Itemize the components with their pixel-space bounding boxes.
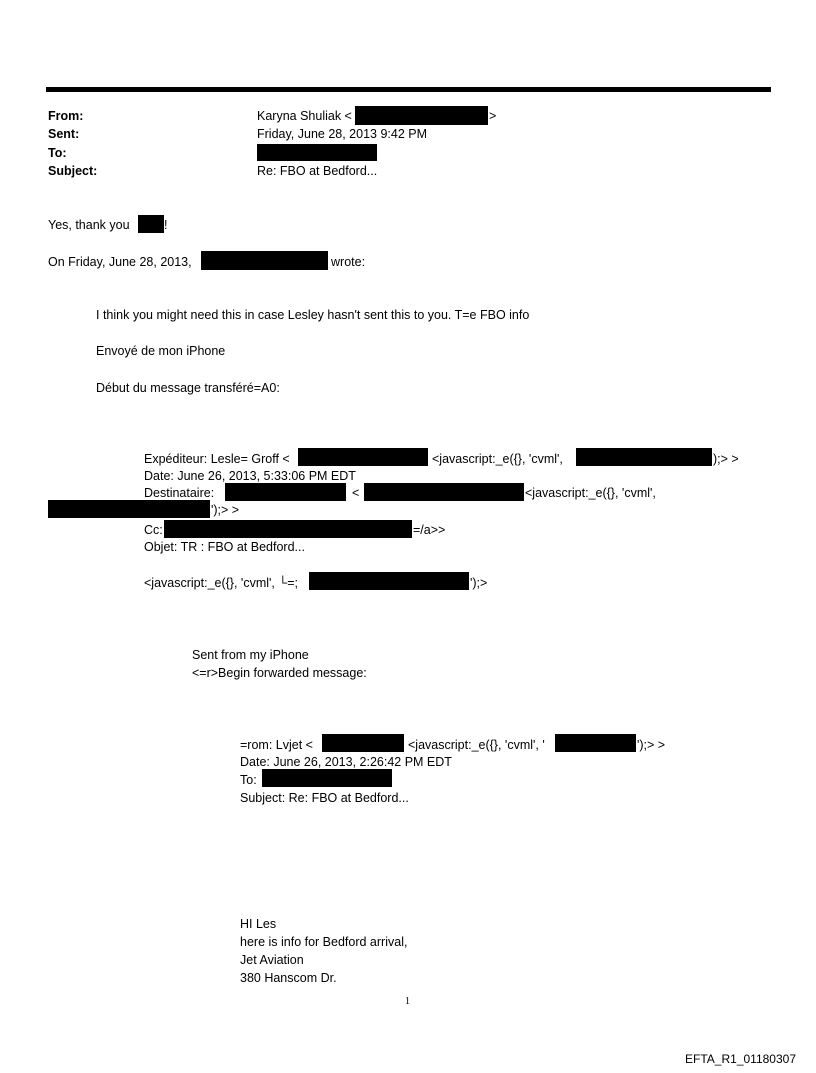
- redaction-reply-name: [138, 215, 164, 233]
- destinataire-lt: <: [352, 486, 360, 500]
- redaction-from-email: [355, 106, 488, 125]
- body-line-1: HI Les: [240, 917, 277, 931]
- level1-line2: Envoyé de mon iPhone: [96, 344, 226, 358]
- subject-label: Subject:: [48, 164, 98, 178]
- from-close: >: [489, 109, 497, 123]
- document-id: EFTA_R1_01180307: [685, 1052, 796, 1066]
- reply-exclaim: !: [164, 218, 168, 232]
- from-label: From:: [48, 109, 84, 123]
- body-line-3: Jet Aviation: [240, 953, 304, 967]
- level1-line1: I think you might need this in case Lesley hasn't sent this to you. T=e FBO info: [96, 308, 530, 322]
- quote-wrote: wrote:: [331, 255, 366, 269]
- redaction-js: [309, 572, 469, 590]
- redaction-to: [257, 144, 377, 161]
- page-number: 1: [405, 996, 410, 1007]
- js-line-end: ');>: [470, 576, 488, 590]
- to-label-4: To:: [240, 773, 257, 787]
- redaction-dest-email: [364, 483, 524, 501]
- redaction-quote-sender: [201, 251, 328, 270]
- redaction-cc: [164, 520, 412, 538]
- level1-line3: Début du message transféré=A0:: [96, 381, 280, 395]
- begin-forwarded: <=r>Begin forwarded message:: [192, 666, 367, 680]
- reply-text: Yes, thank you: [48, 218, 130, 232]
- cc-end: =/a>>: [413, 523, 446, 537]
- expediteur-end: );> >: [713, 452, 739, 466]
- date-line-2: Date: June 26, 2013, 5:33:06 PM EDT: [144, 469, 356, 483]
- from-name: Karyna Shuliak <: [257, 109, 352, 123]
- expediteur-js: <javascript:_e({}, 'cvml',: [432, 452, 563, 466]
- redaction-lvjet-js: [555, 734, 636, 752]
- from-line-4: =rom: Lvjet <: [240, 738, 313, 752]
- from-end-4: ');> >: [637, 738, 666, 752]
- subject-value: Re: FBO at Bedford...: [257, 164, 378, 178]
- destinataire-end: ');> >: [211, 503, 240, 517]
- subject-line-4: Subject: Re: FBO at Bedford...: [240, 791, 409, 805]
- date-line-4: Date: June 26, 2013, 2:26:42 PM EDT: [240, 755, 452, 769]
- cc-label: Cc:: [144, 523, 163, 537]
- from-js-4: <javascript:_e({}, 'cvml', ': [408, 738, 545, 752]
- sent-label: Sent:: [48, 127, 80, 141]
- redaction-dest-wrap: [48, 500, 210, 518]
- sent-value: Friday, June 28, 2013 9:42 PM: [257, 127, 428, 141]
- redaction-lvjet-email: [322, 734, 404, 752]
- redaction-exp-js: [576, 448, 712, 466]
- expediteur-line: Expéditeur: Lesle= Groff <: [144, 452, 290, 466]
- js-line: <javascript:_e({}, 'cvml', └=;: [144, 576, 298, 590]
- redaction-exp-email: [298, 448, 428, 466]
- destinataire-js: <javascript:_e({}, 'cvml',: [525, 486, 656, 500]
- objet-line: Objet: TR : FBO at Bedford...: [144, 540, 305, 554]
- quote-intro: On Friday, June 28, 2013,: [48, 255, 192, 269]
- sent-from-iphone: Sent from my iPhone: [192, 648, 309, 662]
- body-line-2: here is info for Bedford arrival,: [240, 935, 408, 949]
- to-label: To:: [48, 146, 67, 160]
- body-line-4: 380 Hanscom Dr.: [240, 971, 337, 985]
- header-rule: [46, 87, 771, 92]
- redaction-to-4: [262, 769, 392, 787]
- redaction-dest-name: [225, 483, 346, 501]
- destinataire-label: Destinataire:: [144, 486, 215, 500]
